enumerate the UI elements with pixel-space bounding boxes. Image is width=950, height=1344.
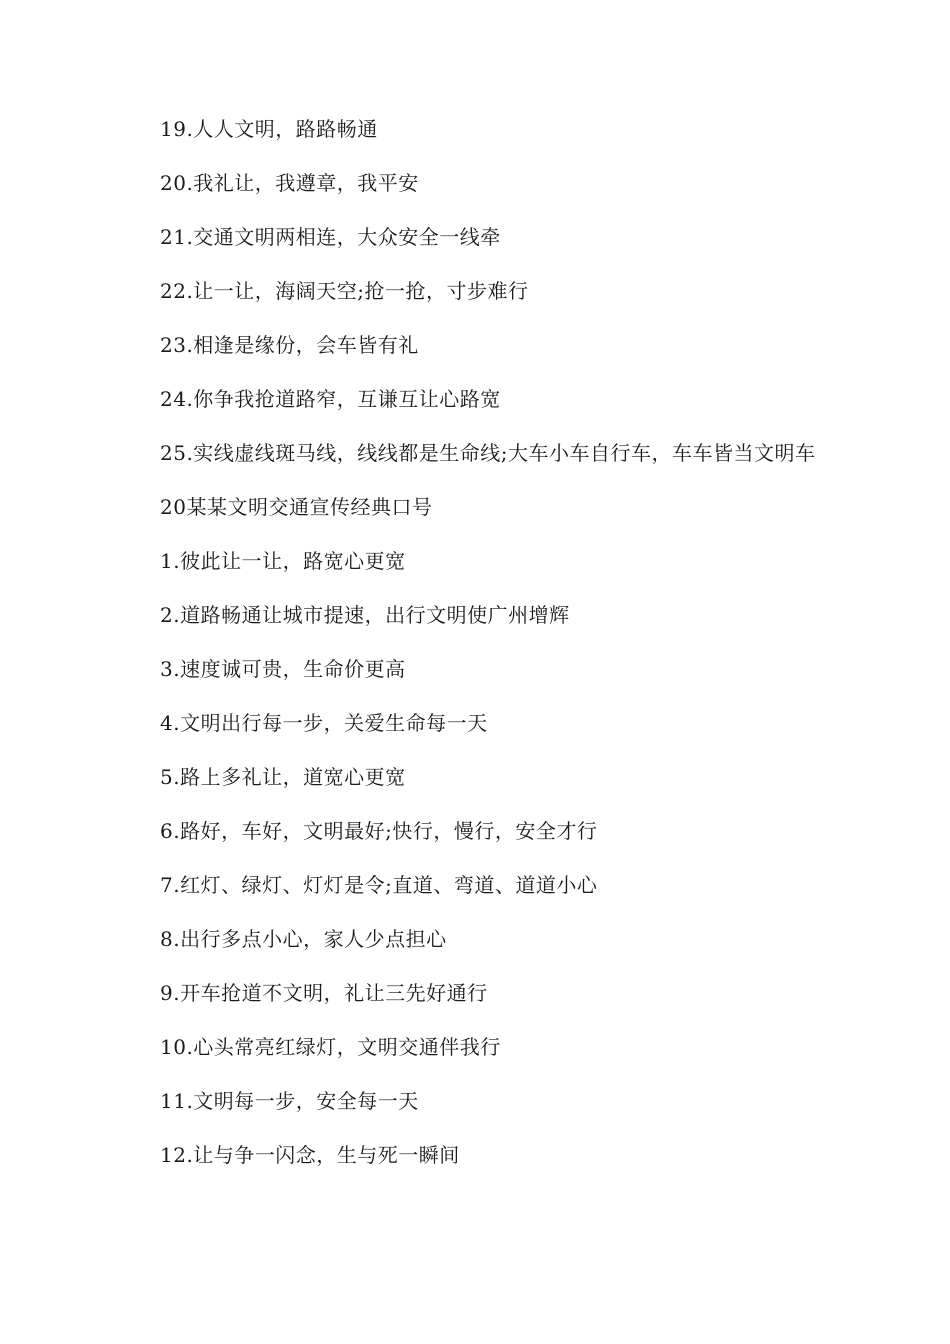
slogan-21: 21.交通文明两相连，大众安全一线牵 xyxy=(160,225,501,249)
slogan-3: 3.速度诚可贵，生命价更高 xyxy=(160,657,406,681)
slogan-8: 8.出行多点小心，家人少点担心 xyxy=(160,927,447,951)
slogan-5: 5.路上多礼让，道宽心更宽 xyxy=(160,765,406,789)
slogan-6: 6.路好，车好，文明最好;快行，慢行，安全才行 xyxy=(160,819,598,843)
document-body xyxy=(117,111,835,1191)
slogan-7: 7.红灯、绿灯、灯灯是令;直道、弯道、道道小心 xyxy=(160,873,598,897)
slogan-4: 4.文明出行每一步，关爱生命每一天 xyxy=(160,711,488,735)
slogan-23: 23.相逢是缘份，会车皆有礼 xyxy=(160,333,419,357)
slogan-25: 25.实线虚线斑马线，线线都是生命线;大车小车自行车，车车皆当文明车 xyxy=(160,441,816,465)
slogan-1: 1.彼此让一让，路宽心更宽 xyxy=(160,549,406,573)
slogan-10: 10.心头常亮红绿灯，文明交通伴我行 xyxy=(160,1035,501,1059)
slogan-2: 2.道路畅通让城市提速，出行文明使广州增辉 xyxy=(160,603,570,627)
slogan-20: 20.我礼让，我遵章，我平安 xyxy=(160,171,419,195)
slogan-22: 22.让一让，海阔天空;抢一抢，寸步难行 xyxy=(160,279,529,303)
slogan-24: 24.你争我抢道路窄，互谦互让心路宽 xyxy=(160,387,501,411)
section-heading: 20某某文明交通宣传经典口号 xyxy=(160,495,433,519)
slogan-11: 11.文明每一步，安全每一天 xyxy=(160,1089,419,1113)
slogan-12: 12.让与争一闪念，生与死一瞬间 xyxy=(160,1143,460,1167)
slogan-19: 19.人人文明，路路畅通 xyxy=(160,117,378,141)
slogan-9: 9.开车抢道不文明，礼让三先好通行 xyxy=(160,981,488,1005)
